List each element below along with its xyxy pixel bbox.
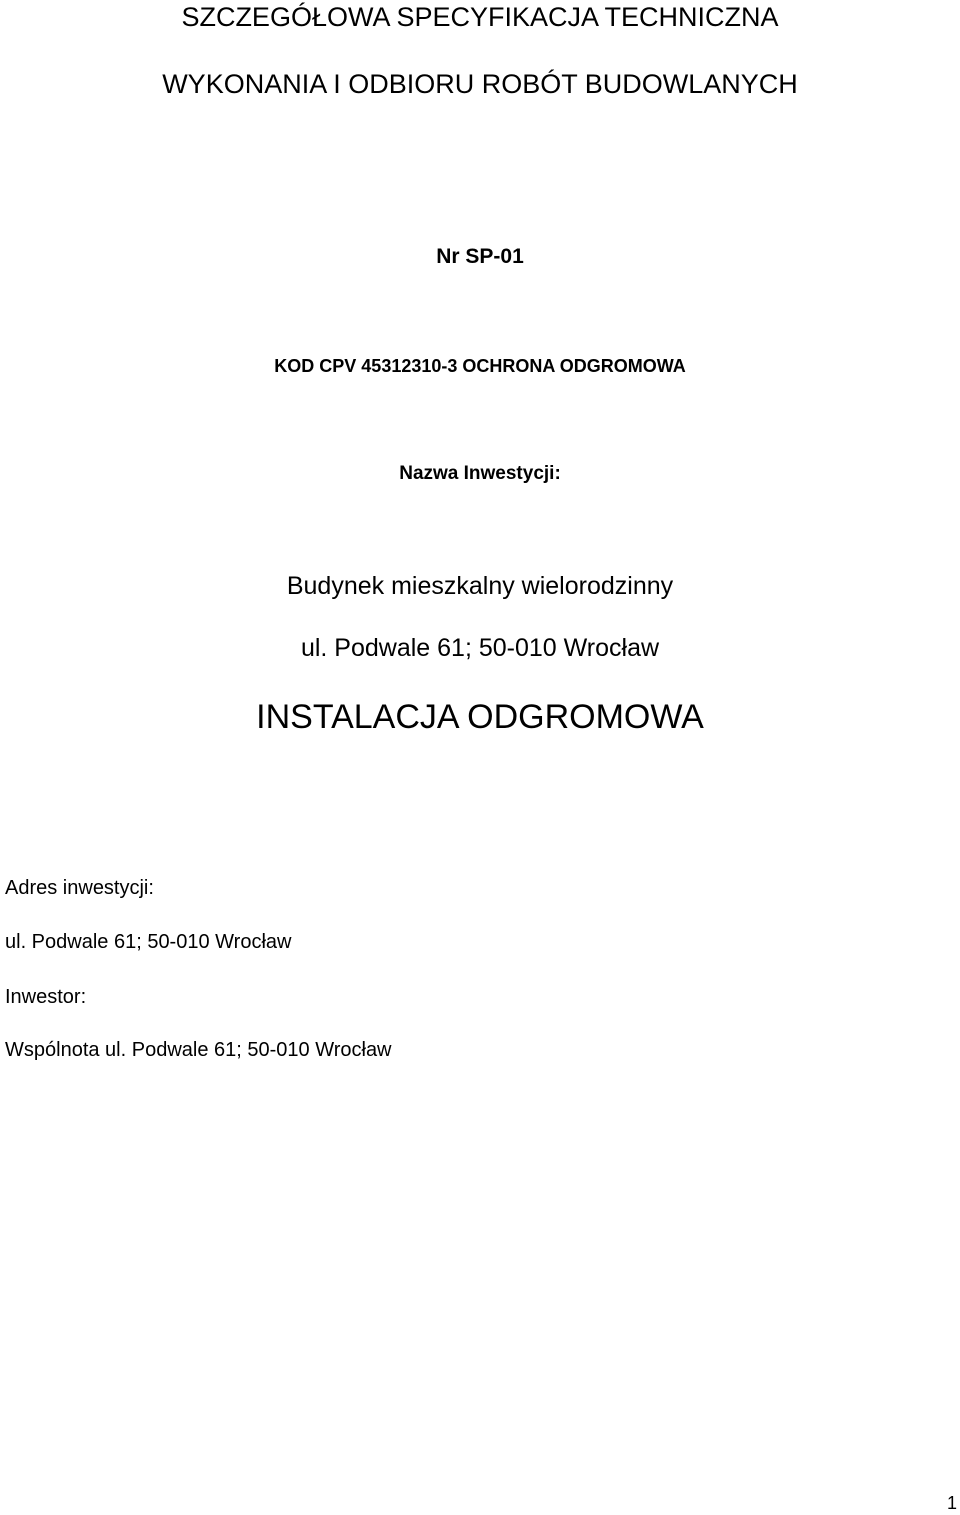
investment-name-label: Nazwa Inwestycji: <box>399 463 561 484</box>
investment-address-heading: ul. Podwale 61; 50-010 Wrocław <box>300 634 660 662</box>
investor-value: Wspólnota ul. Podwale 61; 50-010 Wrocław <box>5 1039 392 1061</box>
installation-heading: INSTALACJA ODGROMOWA <box>256 698 704 736</box>
investment-address-value: ul. Podwale 61; 50-010 Wrocław <box>5 931 292 953</box>
document-title-line-1: SZCZEGÓŁOWA SPECYFIKACJA TECHNICZNA <box>181 2 779 32</box>
investment-address-label: Adres inwestycji: <box>5 877 154 899</box>
page-number: 1 <box>946 1493 957 1513</box>
document-title-line-2: WYKONANIA I ODBIORU ROBÓT BUDOWLANYCH <box>162 69 798 99</box>
cpv-code: KOD CPV 45312310-3 OCHRONA ODGROMOWA <box>274 356 686 376</box>
investment-name-value: Budynek mieszkalny wielorodzinny <box>286 572 674 600</box>
investor-label: Inwestor: <box>5 986 87 1008</box>
spec-number: Nr SP-01 <box>436 245 524 268</box>
